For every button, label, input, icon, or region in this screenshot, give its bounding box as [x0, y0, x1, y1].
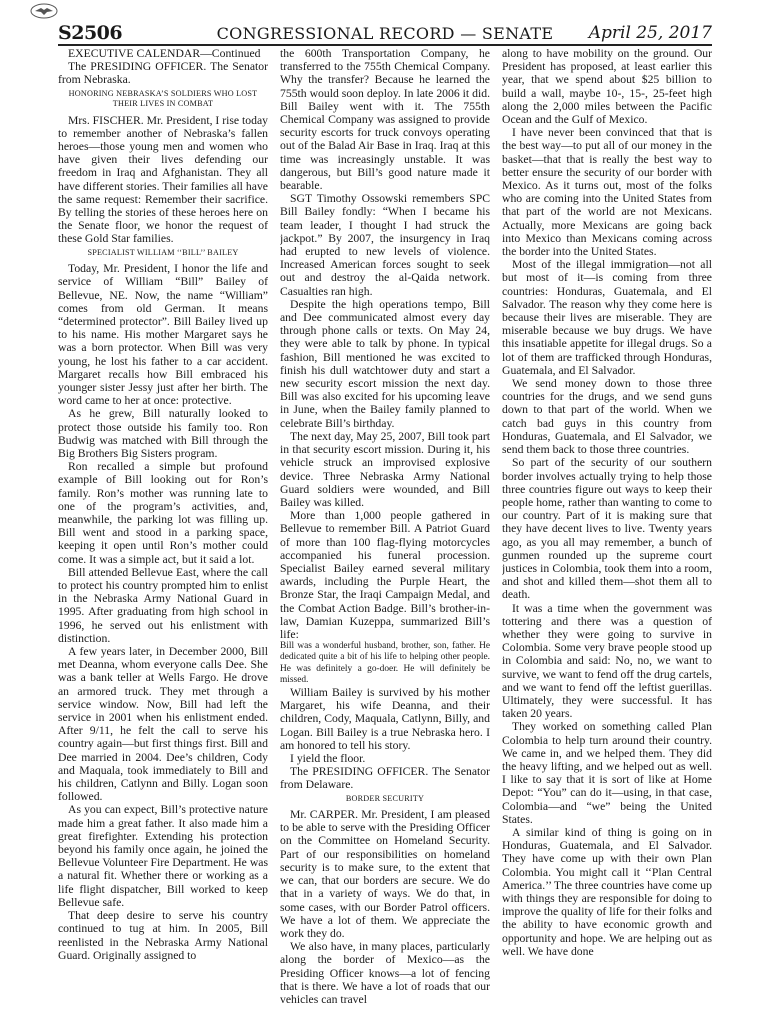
paragraph: Mrs. FISCHER. Mr. President, I rise today to remember another of Nebraska’s fallen heroes—those young men and women who have given their lives defending our freedom in Iraq and Afghanistan. They all have different stories. Their families all have the same request: Remember their sacrifice. By telling the stories of these heroes here on the Senate floor, we honor the request of these Gold Star families. — [58, 113, 268, 246]
text-column-2 — [280, 47, 490, 1022]
paragraph: A few years later, in December 2000, Bill met Deanna, whom everyone calls Dee. She was a bank teller at Wells Fargo. He drove an armored truck. They met through a service window. Now, Bill had left the service in 2001 when his enlistment ended. After 9/11, he felt the call to serve his country again—but first things first. Bill and Dee married in 2004. Dee’s children, Cody and Maquala, took immediately to Bill and his children, Catlynn and Billy. Logan soon followed. — [58, 645, 268, 804]
paragraph: They worked on something called Plan Colombia to help turn around their country. We came in, and we helped them. They did the heavy lifting, and we helped out as well. I like to say that it is sort of like at Home Depot: “You” can do it—using, in that case, Colombia—and “we” being the United States. — [502, 720, 712, 826]
paragraph: The PRESIDING OFFICER. The Senator from Delaware. — [280, 765, 490, 792]
section-heading: SPECIALIST WILLIAM ‘‘BILL’’ BAILEY — [87, 247, 239, 257]
paragraph: Ron recalled a simple but profound example of Bill looking out for Ron’s family. Ron’s mother was running late to one of the program’s activities, and, meanwhile, the parking lot was filling up. Bill went and stood in a parking space, keeping it open until Ron’s mother could come. It was a simple act, but it said a lot. — [58, 460, 268, 566]
paragraph: It was a time when the government was tottering and there was a question of whether they were going to survive in Colombia. Some very brave people stood up in Colombia and said: No, no, we want to survive, we want to fend off the drug cartels, and we want to fend off the leftist guerillas. Ultimately, they were successful. It has taken 20 years. — [502, 601, 712, 721]
paragraph: Mr. CARPER. Mr. President, I am pleased to be able to serve with the Presiding Officer on the Committee on Homeland Security. Part of our responsibilities on homeland security is to make sure, to the extent that we can, that our borders are secure. We do that in a variety of ways. We do that, in some cases, with our Border Patrol officers. We have a lot of them. We appreciate the work they do. — [280, 808, 490, 940]
publication-title: CONGRESSIONAL RECORD — SENATE — [216, 24, 554, 43]
paragraph: Today, Mr. President, I honor the life and service of William “Bill” Bailey of Bellevue, NE. Now, the name “William” comes from old German. It means “determined protector”. Bill Bailey lived up to his name. His mother Margaret says he was a born protector. When Bill was very young, he lost his father to a car accident. Margaret recalls how Bill embraced his younger sister Jessy just after her birth. The word came to her at once: protective. — [58, 262, 268, 408]
paragraph: EXECUTIVE CALENDAR—Continued — [68, 47, 261, 60]
paragraph: I yield the floor. — [290, 751, 366, 765]
paragraph: Most of the illegal immigration—not all but most of it—is coming from three countries: Honduras, Guatemala, and El Salvador. The reason why they come here is because their lives are miserable. They are miserable because we buy drugs. We have this insatiable appetite for illegal drugs. So a lot of them are trafficked through Honduras, Guatemala, and El Salvador. — [502, 258, 712, 377]
paragraph: As he grew, Bill naturally looked to protect those outside his family too. Ron Budwig was matched with Bill through the Big Brothers Big Sisters program. — [58, 407, 268, 460]
text-column-1 — [58, 47, 268, 1022]
paragraph: Despite the high operations tempo, Bill and Dee communicated almost every day through phone calls or texts. On May 24, they were able to talk by phone. In typical fashion, Bill mentioned he was excited to finish his dull watchtower duty and start a new security escort mission the next day. Bill was also excited for his upcoming leave in June, when the Bailey family planned to celebrate Bill’s birthday. — [280, 297, 490, 430]
publication-date: April 25, 2017 — [588, 23, 712, 43]
quotation: Bill was a wonderful husband, brother, son, father. He dedicated quite a bit of his life to helping other people. He was definitely a go-doer. He will definitely be missed. — [280, 641, 490, 685]
paragraph: So part of the security of our southern border involves actually trying to help those three countries figure out ways to keep their people home, rather than wanting to come to our country. Part of it is making sure that they have decent lives to live. Twenty years ago, as you all may remember, a bunch of gunmen rounded up the supreme court justices in Colombia, took them into a room, and shot and killed them—shot them all to death. — [502, 456, 712, 602]
paragraph: We send money down to those three countries for the drugs, and we send guns down to that part of the world. When we catch bad guys in this country from Honduras, Guatemala, and El Salvador, we send them back to those three countries. — [502, 377, 712, 457]
text-column-3 — [502, 47, 712, 1022]
paragraph: We also have, in many places, particularly along the border of Mexico—as the Presiding Officer knows—a lot of fencing that is there. We have a lot of roads that our vehicles can travel — [280, 940, 490, 1006]
paragraph: The next day, May 25, 2007, Bill took part in that security escort mission. During it, his vehicle struck an improvised explosive device. Three Nebraska Army National Guard soldiers were wounded, and Bill Bailey was killed. — [280, 429, 490, 509]
page-header — [58, 22, 712, 44]
paragraph: More than 1,000 people gathered in Bellevue to remember Bill. A Patriot Guard of more than 100 flag-flying motorcycles accompanied his funeral procession. Specialist Bailey earned several military awards, including the Purple Heart, the Bronze Star, the Iraqi Campaign Medal, and the Combat Action Badge. Bill’s brother-in-law, Damian Kuzeppa, summarized Bill’s life: — [280, 509, 490, 641]
page-number: S2506 — [58, 22, 123, 44]
paragraph: William Bailey is survived by his mother Margaret, his wife Deanna, and their children, Cody, Maquala, Catlynn, Billy, and Logan. Bill Bailey is a true Nebraska hero. I am honored to tell his story. — [280, 685, 490, 752]
section-heading: BORDER SECURITY — [345, 793, 425, 803]
paragraph: along to have mobility on the ground. Our President has proposed, at least earlier this year, that we spend about $25 billion to build a wall, maybe 10-, 15-, 25-feet high along the 2,000 miles between the Pacific Ocean and the Gulf of Mexico. — [502, 47, 712, 127]
header-rule — [58, 44, 712, 46]
paragraph: A similar kind of thing is going on in Honduras, Guatemala, and El Salvador. They have come up with their own Plan Colombia. You might call it ‘‘Plan Central America.’’ The three countries have come up with things they are responsible for doing to improve the quality of life for their folks and the ability to have economic growth and opportunity and hope. We are helping out as well. We have done — [502, 825, 712, 958]
paragraph: That deep desire to serve his country continued to tug at him. In 2005, Bill reenlisted in the Nebraska Army National Guard. Originally assigned to — [58, 909, 268, 962]
paragraph: The PRESIDING OFFICER. The Senator from Nebraska. — [58, 60, 268, 87]
gpo-eagle-logo-icon — [30, 3, 58, 19]
paragraph: I have never been convinced that that is the best way—to put all of our money in the basket—that that is really the best way to better ensure the security of our border with Mexico. As it turns out, most of the folks who are coming into the United States from that part of the world are not Mexicans. Actually, more Mexicans are going back into Mexico than Mexicans coming across the border into the United States. — [502, 126, 712, 259]
paragraph: the 600th Transportation Company, he transferred to the 755th Chemical Company. Why the transfer? Because he learned the 755th would soon deploy. In late 2006 it did. Bill Bailey went with it. The 755th Chemical Company was assigned to provide security escorts for truck convoys operating out of the Balad Air Base in Iraq. Iraq at this time was increasingly unstable. It was dangerous, but Bill’s good nature made it bearable. — [280, 47, 490, 193]
paragraph: As you can expect, Bill’s protective nature made him a great father. It also made him a great firefighter. Extending his protection beyond his family once again, he joined the Bellevue Volunteer Fire Department. He was a natural fit. Whether there or working as a life flight dispatcher, Bill worked to keep Bellevue safe. — [58, 803, 268, 909]
paragraph: Bill attended Bellevue East, where the call to protect his country prompted him to enlist in the Nebraska Army National Guard in 1995. After graduating from high school in 1996, he served out his enlistment with distinction. — [58, 565, 268, 645]
paragraph: SGT Timothy Ossowski remembers SPC Bill Bailey fondly: “When I became his team leader, I thought I had struck the jackpot.” By 2007, the insurgency in Iraq had erupted to new levels of violence. Increased American forces sought to seek out and destroy the al-Qaida network. Casualties ran high. — [280, 192, 490, 298]
section-heading: HONORING NEBRASKA’S SOLDIERS WHO LOST THEIR LIVES IN COMBAT — [68, 88, 258, 109]
